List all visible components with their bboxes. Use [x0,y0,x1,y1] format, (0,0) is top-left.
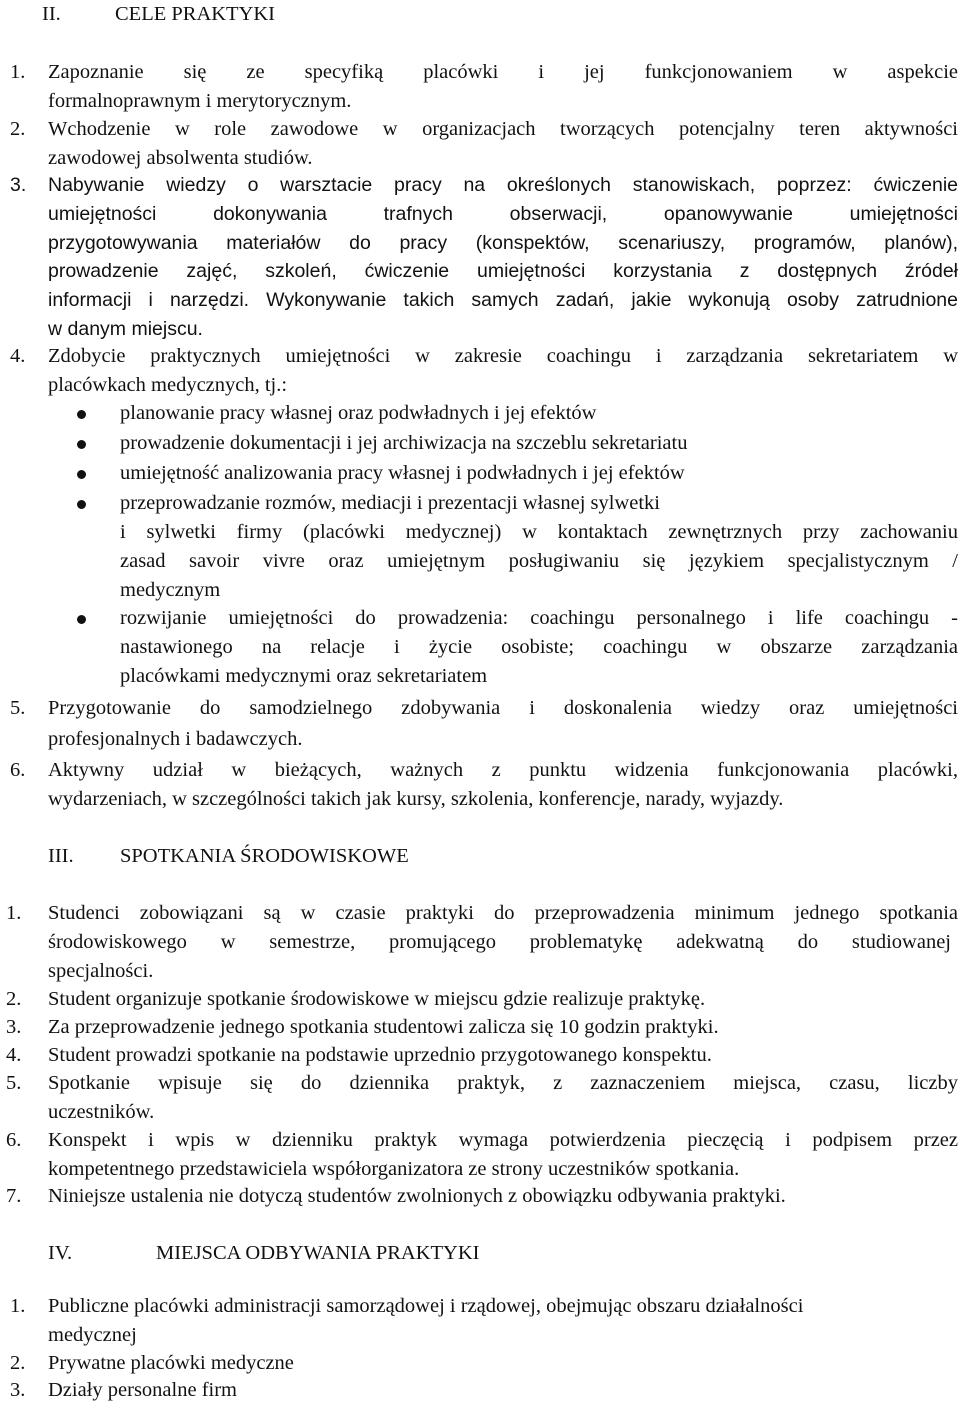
bullet-line: i sylwetki firmy (placówki medycznej) w kontaktach zewnętrznych przy zachowaniu [120,521,958,543]
item-number: 4. [10,345,26,367]
item-number: 3. [10,174,27,196]
item-line: Nabywanie wiedzy o warsztacie pracy na określonych stanowiskach, poprzez: ćwiczenie [48,174,958,196]
bullet-line: medycznym [120,579,221,601]
bullet-line: planowanie pracy własnej oraz podwładnych i jej efektów [120,402,597,424]
section-title: SPOTKANIA ŚRODOWISKOWE [120,845,409,867]
bullet-dot-icon [77,500,86,509]
bullet-line: placówkami medycznymi oraz sekretariatem [120,665,488,687]
item-line: formalnoprawnym i merytorycznym. [48,90,352,112]
item-number: 4. [6,1044,22,1066]
bullet-line: rozwijanie umiejętności do prowadzenia: coachingu personalnego i life coachingu - [120,607,958,629]
section-number: IV. [48,1242,73,1264]
item-line: Działy personalne firm [48,1379,237,1401]
item-line: placówkach medycznych, tj.: [48,374,288,396]
item-line: wydarzeniach, w szczególności takich jak kursy, szkolenia, konferencje, narady, wyjazdy. [48,788,784,810]
item-line: Spotkanie wpisuje się do dziennika praktyk, z zaznaczeniem miejsca, czasu, liczby [48,1072,958,1094]
item-number: 2. [10,1352,26,1374]
item-line: w danym miejscu. [48,317,203,340]
bullet-dot-icon [77,615,86,624]
item-line: Prywatne placówki medyczne [48,1352,294,1374]
item-line: Wchodzenie w role zawodowe w organizacjach tworzących potencjalny teren aktywności [48,118,958,140]
item-number: 7. [6,1185,22,1207]
item-line: Aktywny udział w bieżących, ważnych z punktu widzenia funkcjonowania placówki, [48,759,958,781]
item-line: zawodowej absolwenta studiów. [48,147,313,169]
item-number: 2. [6,988,22,1010]
item-line: specjalności. [48,960,154,982]
item-line: Student organizuje spotkanie środowiskowe w miejscu gdzie realizuje praktykę. [48,988,706,1010]
bullet-line: nastawionego na relacje i życie osobiste; coachingu w obszarze zarządzania [120,636,958,658]
item-line: profesjonalnych i badawczych. [48,728,303,750]
item-line: Publiczne placówki administracji samorządowej i rządowej, obejmując obszaru działalności [48,1295,804,1317]
section-number: II. [42,3,61,25]
item-number: 1. [6,902,22,924]
bullet-line: zasad savoir vivre oraz umiejętnym posługiwaniu się językiem specjalistycznym / [120,550,958,572]
item-line: Konspekt i wpis w dzienniku praktyk wymaga potwierdzenia pieczęcią i podpisem przez [48,1129,958,1151]
bullet-line: przeprowadzanie rozmów, mediacji i prezentacji własnej sylwetki [120,492,660,514]
item-line: Studenci zobowiązani są w czasie praktyki do przeprowadzenia minimum jednego spotkania [48,902,958,924]
item-line: środowiskowego w semestrze, promującego problematykę adekwatną do studiowanej [48,931,951,953]
item-line: uczestników. [48,1101,155,1123]
item-number: 5. [10,697,26,719]
bullet-dot-icon [77,470,86,479]
section-title: CELE PRAKTYKI [115,3,276,25]
item-number: 6. [6,1129,22,1151]
item-number: 2. [10,118,26,140]
item-number: 1. [10,1295,26,1317]
item-number: 1. [10,61,26,83]
item-line: Przygotowanie do samodzielnego zdobywania i doskonalenia wiedzy oraz umiejętności [48,697,958,719]
item-line: Za przeprowadzenie jednego spotkania studentowi zalicza się 10 godzin praktyki. [48,1016,719,1038]
item-number: 3. [10,1379,26,1401]
item-line: prowadzenie zajęć, szkoleń, ćwiczenie umiejętności korzystania z dostępnych źródeł [48,260,958,283]
bullet-dot-icon [77,440,86,449]
bullet-dot-icon [77,410,86,419]
bullet-line: prowadzenie dokumentacji i jej archiwizacja na szczeblu sekretariatu [120,432,688,454]
item-number: 3. [6,1016,22,1038]
item-number: 5. [6,1072,22,1094]
item-line: Zapoznanie się ze specyfiką placówki i jej funkcjonowaniem w aspekcie [48,61,958,83]
item-number: 6. [10,759,26,781]
section-title: MIEJSCA ODBYWANIA PRAKTYKI [156,1242,480,1264]
item-line: Zdobycie praktycznych umiejętności w zakresie coachingu i zarządzania sekretariatem w [48,345,958,367]
item-line: kompetentnego przedstawiciela współorganizatora ze strony uczestników spotkania. [48,1158,740,1180]
item-line: Student prowadzi spotkanie na podstawie uprzednio przygotowanego konspektu. [48,1044,712,1066]
item-line: umiejętności dokonywania trafnych obserwacji, opanowywanie umiejętności [48,202,958,225]
item-line: medycznej [48,1324,137,1346]
section-number: III. [48,845,74,867]
item-line: informacji i narzędzi. Wykonywanie takich samych zadań, jakie wykonują osoby zatrudnione [48,289,958,312]
item-line: przygotowywania materiałów do pracy (konspektów, scenariuszy, programów, planów), [48,231,958,254]
bullet-line: umiejętność analizowania pracy własnej i podwładnych i jej efektów [120,462,685,484]
item-line: Niniejsze ustalenia nie dotyczą studentów zwolnionych z obowiązku odbywania praktyki. [48,1185,786,1207]
